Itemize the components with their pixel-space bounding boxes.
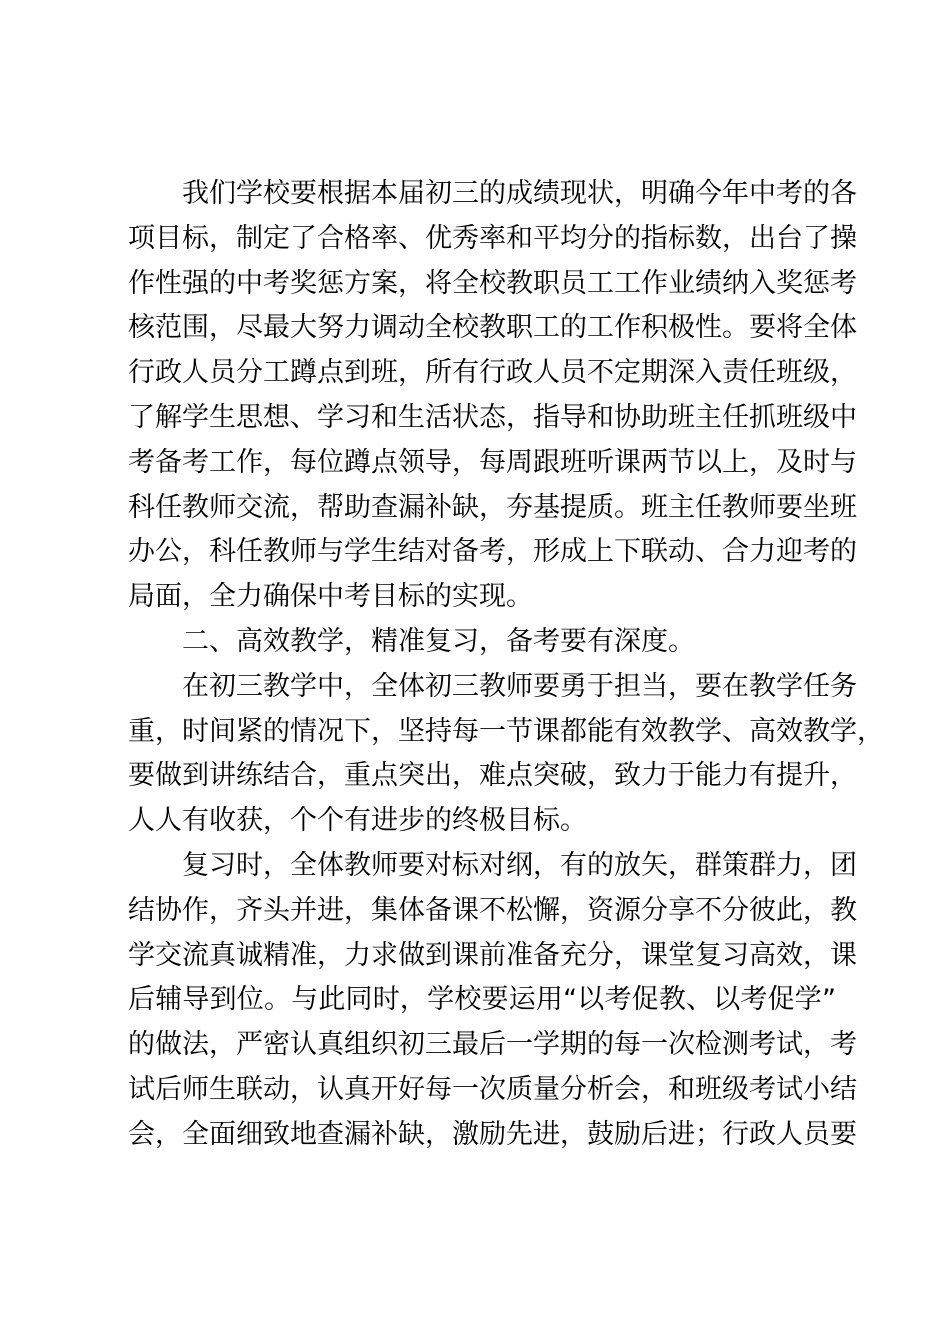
- text-line: 局面，全力确保中考目标的实现。: [128, 581, 533, 613]
- heading-line: 二、高效教学，精准复习，备考要有深度。: [182, 625, 695, 657]
- text-line: 的做法，严密认真组织初三最后一学期的每一次检测考试，考: [128, 1029, 857, 1061]
- text-line: 学交流真诚精准，力求做到课前准备充分，课堂复习高效，课: [128, 939, 857, 971]
- paragraph-review: [128, 844, 857, 1158]
- text-line: 要做到讲练结合，重点突出，难点突破，致力于能力有提升，: [128, 760, 857, 792]
- text-line: 试后师生联动，认真开好每一次质量分析会，和班级考试小结: [128, 1073, 857, 1105]
- section-heading: [128, 620, 836, 665]
- paragraph-teaching: [128, 665, 884, 844]
- text-line: 科任教师交流，帮助查漏补缺，夯基提质。班主任教师要坐班: [128, 491, 857, 523]
- text-line: 行政人员分工蹲点到班，所有行政人员不定期深入责任班级，: [128, 357, 857, 389]
- paragraph-goals: [128, 172, 857, 620]
- document-body: [128, 172, 884, 1158]
- text-line: 在初三教学中，全体初三教师要勇于担当，要在教学任务: [182, 670, 857, 702]
- text-line: 考备考工作，每位蹲点领导，每周跟班听课两节以上，及时与: [128, 446, 857, 478]
- text-line: 作性强的中考奖惩方案，将全校教职员工工作业绩纳入奖惩考: [128, 267, 857, 299]
- text-line: 人人有收获，个个有进步的终极目标。: [128, 805, 587, 837]
- text-line: 办公，科任教师与学生结对备考，形成上下联动、合力迎考的: [128, 536, 857, 568]
- text-line: 复习时，全体教师要对标对纲，有的放矢，群策群力，团: [182, 849, 857, 881]
- text-line: 重，时间紧的情况下，坚持每一节课都能有效教学、高效教学，: [128, 715, 884, 747]
- text-line: 项目标，制定了合格率、优秀率和平均分的指标数，出台了操: [128, 222, 857, 254]
- text-line: 会，全面细致地查漏补缺，激励先进，鼓励后进；行政人员要: [128, 1118, 857, 1150]
- text-line: 了解学生思想、学习和生活状态，指导和协助班主任抓班级中: [128, 401, 857, 433]
- text-line: 我们学校要根据本届初三的成绩现状，明确今年中考的各: [182, 178, 857, 209]
- text-line: 核范围，尽最大努力调动全校教职工的工作积极性。要将全体: [128, 312, 857, 344]
- text-line: 后辅导到位。与此同时，学校要运用“以考促教、以考促学”: [128, 984, 836, 1016]
- text-line: 结协作，齐头并进，集体备课不松懈，资源分享不分彼此，教: [128, 894, 857, 926]
